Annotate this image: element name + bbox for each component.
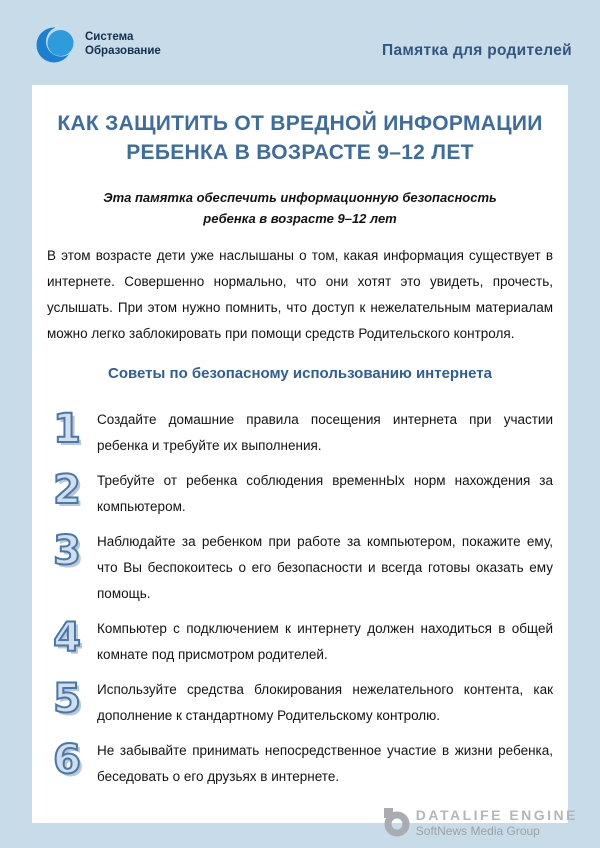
tip-text: Требуйте от ребенка соблюдения временнЫх норм нахождения за компьютером. — [97, 473, 553, 514]
tip-number: 2 — [53, 467, 81, 513]
memo-subtitle-line1: Эта памятка обеспечить информационную безопасность — [103, 190, 497, 205]
watermark-brand: DATALIFE ENGINE — [415, 807, 578, 823]
tip-item — [47, 676, 553, 729]
tips-list — [32, 406, 568, 790]
memo-title-line1: КАК ЗАЩИТИТЬ ОТ ВРЕДНОЙ ИНФОРМАЦИИ — [57, 112, 543, 135]
memo-subtitle — [32, 187, 568, 229]
tip-item — [47, 737, 553, 790]
page-header — [0, 0, 600, 85]
section-heading: Советы по безопасному использованию интернета — [108, 365, 492, 382]
memo-title-line2: РЕБЕНКА В ВОЗРАСТЕ 9–12 ЛЕТ — [126, 141, 474, 164]
globe-logo-icon — [36, 22, 78, 66]
tip-text: Наблюдайте за ребенком при работе за компьютером, покажите ему, что Вы беспокоитесь о его безопасности и всегда готовы оказать ему помощь. — [97, 534, 553, 601]
watermark-subtext: SoftNews Media Group — [415, 824, 540, 838]
tip-item — [47, 528, 553, 607]
tip-text: Используйте средства блокирования нежелательного контента, как дополнение к стандартному Родительскому контролю. — [97, 682, 553, 723]
tip-number: 4 — [53, 615, 81, 661]
tip-text: Не забывайте принимать непосредственное участие в жизни ребенка, беседовать о его друзьях в интернете. — [97, 743, 553, 784]
memo-subtitle-line2: ребенка в возрасте 9–12 лет — [203, 211, 397, 226]
tip-text: Создайте домашние правила посещения интернета при участии ребенка и требуйте их выполнения. — [97, 412, 553, 453]
tip-text: Компьютер с подключением к интернету должен находиться в общей комнате под присмотром родителей. — [97, 621, 553, 662]
watermark-text — [416, 807, 578, 838]
intro-paragraph: В этом возрасте дети уже наслышаны о том, какая информация существует в интернете. Совершенно нормально, что они хотят это увидеть, прочесть, услышать. При этом нужно помнить, что доступ к нежелательным материалам можно легко заблокировать при помощи средств Родительского контроля. — [47, 248, 553, 341]
tip-number: 5 — [53, 676, 81, 722]
brand-name-line2: Образование — [85, 45, 161, 57]
tip-item — [47, 615, 553, 668]
brand-name — [85, 30, 161, 58]
brand-name-line1: Система — [85, 31, 134, 43]
tip-number: 6 — [53, 737, 81, 783]
tip-item — [47, 406, 553, 459]
tip-number: 1 — [53, 406, 81, 452]
brand-logo — [36, 22, 161, 66]
header-audience-label: Памятка для родителей — [382, 42, 572, 59]
tip-item — [47, 467, 553, 520]
memo-card — [32, 85, 568, 823]
memo-title — [32, 109, 568, 167]
tip-number: 3 — [53, 528, 81, 574]
watermark — [383, 807, 578, 838]
datalife-engine-logo-icon — [383, 807, 410, 837]
